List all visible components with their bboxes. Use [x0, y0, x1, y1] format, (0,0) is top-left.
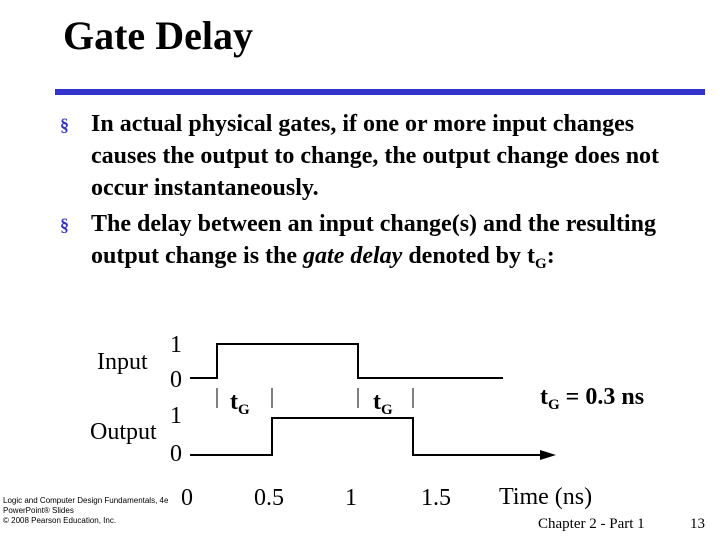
chapter-label: Chapter 2 - Part 1 [538, 516, 645, 532]
delay-symbol: t [540, 384, 548, 410]
input-waveform [190, 344, 503, 378]
delay-value-label [540, 385, 644, 413]
copyright-block [3, 496, 168, 526]
page-number: 13 [690, 516, 705, 532]
time-tick-label: 1.5 [421, 485, 451, 511]
time-axis-label: Time (ns) [499, 484, 593, 510]
slide-title: Gate Delay [63, 13, 253, 58]
time-tick-label: 0.5 [254, 485, 284, 511]
bullet-text-continued: denoted by [402, 243, 528, 269]
bullet-text: In actual physical gates, if one or more input changes causes the output to change, the output change does not occur instantaneously. [91, 111, 660, 201]
delay-symbol: t [230, 389, 238, 415]
tg-subscript: G [535, 256, 547, 272]
output-waveform [190, 418, 540, 455]
output-low-level-label: 0 [170, 441, 182, 467]
bullet-text: The delay between an input change(s) and the resulting output change is the [91, 211, 656, 269]
input-low-level-label: 0 [170, 367, 182, 393]
time-axis-arrow-icon [540, 450, 556, 460]
time-tick-label: 1 [345, 485, 357, 511]
time-tick-label: 0 [181, 485, 193, 511]
output-high-level-label: 1 [170, 403, 182, 429]
delay-subscript: G [381, 402, 393, 418]
gate-delay-term: gate delay [303, 243, 403, 269]
input-high-level-label: 1 [170, 332, 182, 358]
delay-subscript: G [548, 397, 560, 413]
bullet-text-end: : [546, 243, 555, 269]
tg-symbol: t [527, 243, 536, 269]
delay-symbol: t [373, 389, 381, 415]
input-signal-label: Input [97, 349, 148, 375]
copyright-line: PowerPoint® Slides [3, 506, 74, 515]
output-signal-label: Output [90, 419, 157, 445]
copyright-line: Logic and Computer Design Fundamentals, 4e [3, 496, 169, 505]
delay-value-text: = 0.3 ns [559, 384, 645, 410]
delay-subscript: G [238, 402, 250, 418]
copyright-line: © 2008 Pearson Education, Inc. [3, 516, 117, 525]
delay-label-first [230, 390, 250, 418]
delay-label-second [373, 390, 393, 418]
